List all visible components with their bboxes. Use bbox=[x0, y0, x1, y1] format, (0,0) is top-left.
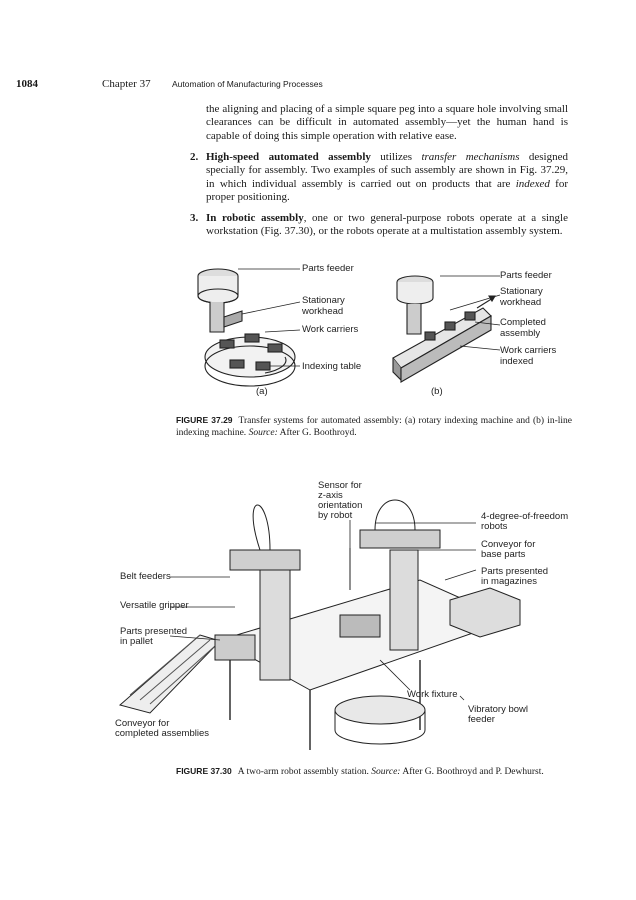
label-workhead-b: workhead bbox=[500, 297, 542, 308]
figure-30-caption: FIGURE 37.30 A two-arm robot assembly station. Source: After G. Boothroyd and P. Dewhurst. bbox=[176, 766, 544, 777]
figure-29-caption: FIGURE 37.29 Transfer systems for automated assembly: (a) rotary indexing machine and (b) in-line indexing machine. Source: After G. Boothroyd. bbox=[176, 415, 573, 438]
label-workhead: workhead bbox=[302, 306, 344, 317]
label-base-parts: base parts bbox=[481, 549, 526, 560]
label-conveyor-completed: Conveyor for bbox=[115, 718, 170, 729]
label-completed-b: Completed bbox=[500, 317, 546, 328]
label-assembly-b: assembly bbox=[500, 328, 541, 339]
list-number: 3. bbox=[190, 212, 199, 224]
label-versatile-gripper: Versatile gripper bbox=[120, 600, 189, 611]
label-indexed-b: indexed bbox=[500, 356, 534, 367]
label-indexing-table: Indexing table bbox=[302, 361, 362, 372]
fig29b-leader-lines bbox=[420, 270, 505, 370]
label-stationary: Stationary bbox=[302, 295, 345, 306]
list-item bbox=[190, 151, 568, 205]
label-belt-feeders: Belt feeders bbox=[120, 571, 171, 582]
sublabel-a: (a) bbox=[256, 386, 268, 397]
running-title: Automation of Manufacturing Processes bbox=[172, 79, 323, 89]
list-number: 2. bbox=[190, 151, 199, 163]
label-z-axis: z-axis bbox=[318, 490, 343, 501]
label-vibratory-bowl: Vibratory bowl bbox=[468, 704, 529, 715]
label-robots: robots bbox=[481, 521, 508, 532]
label-conveyor-base: Conveyor for bbox=[481, 539, 536, 550]
label-sensor-for: Sensor for bbox=[318, 480, 362, 491]
label-feeder: feeder bbox=[468, 714, 495, 725]
list-item bbox=[190, 212, 568, 239]
label-in-magazines: in magazines bbox=[481, 576, 537, 587]
label-4dof: 4-degree-of-freedom bbox=[481, 511, 569, 522]
label-in-pallet: in pallet bbox=[120, 636, 153, 647]
label-by-robot: by robot bbox=[318, 510, 353, 521]
label-parts-feeder: Parts feeder bbox=[302, 263, 354, 274]
label-completed-assemblies: completed assemblies bbox=[115, 728, 209, 739]
label-work-fixture: Work fixture bbox=[407, 689, 458, 700]
list-text: High-speed automated assembly utilizes transfer mechanisms designed specially for assembly. Two examples of such assembly are shown in Fig. 37.29, in which individual assembly is carried out on products that are indexed for proper positioning. bbox=[206, 151, 569, 204]
label-parts-feeder-b: Parts feeder bbox=[500, 270, 552, 281]
label-parts-presented-pallet: Parts presented bbox=[120, 626, 188, 637]
label-work-carriers-b: Work carriers bbox=[500, 345, 557, 356]
fig29a-leader-lines bbox=[230, 262, 310, 372]
label-work-carriers: Work carriers bbox=[302, 324, 359, 335]
label-parts-presented: Parts presented bbox=[481, 566, 549, 577]
chapter-label: Chapter 37 bbox=[102, 78, 151, 90]
label-stationary-b: Stationary bbox=[500, 286, 543, 297]
page-number: 1084 bbox=[16, 78, 38, 90]
list-text: In robotic assembly, one or two general-purpose robots operate at a single workstation (Fig. 37.30), or the robots operate at a multistation assembly system. bbox=[206, 212, 568, 238]
sublabel-b: (b) bbox=[431, 386, 443, 397]
intro-paragraph: the aligning and placing of a simple square peg into a square hole involving small clearances can be difficult in automated assembly—yet the human hand is capable of doing this simple operation with relative ease. bbox=[206, 103, 568, 142]
label-orientation: orientation bbox=[318, 500, 363, 511]
